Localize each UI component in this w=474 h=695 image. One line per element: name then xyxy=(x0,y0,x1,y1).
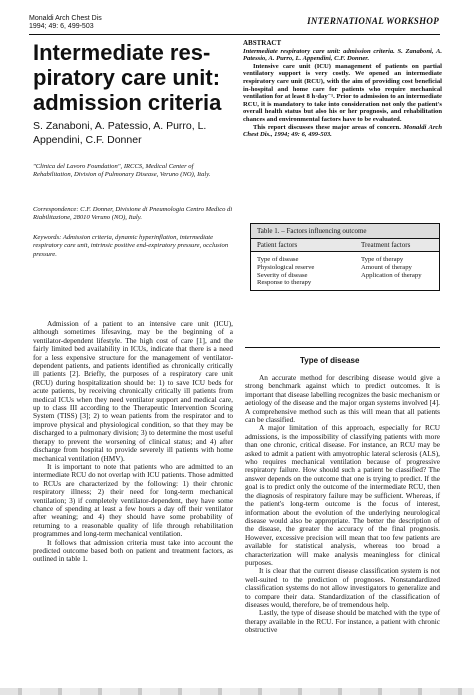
table-cell: Type of therapy xyxy=(361,256,404,263)
table-cell: Physiological reserve xyxy=(257,263,315,271)
table-cell: Response to therapy xyxy=(257,279,312,287)
table-cell xyxy=(361,279,433,287)
table-caption: Table 1. – Factors influencing outcome xyxy=(251,224,439,239)
abstract-citation: Intermediate respiratory care unit: admission criteria. S. Zanaboni, A. Patessio, A. Purro, L. Appendini, C.F. Donner. xyxy=(243,47,442,63)
journal-reference xyxy=(29,15,102,31)
body-paragraph: A major limitation of this approach, especially for RCU admissions, is the impossibility of classifying patients with more than one chronic, critical disease. For instance, an RCU may be asked to admit a patient with amyotrophic lateral sclerosis (ALS), who requires mechanical ventilation because of progressive respiratory failure. How should such a patient be classified? The answer depends on the outcome that one is trying to predict. If the goal is to predict only the outcome of the intermediate RCU, then the diagnosis of respiratory failure may be sufficient. Whereas, if the patient's long-term outcome is the focus of interest, information about the evolution of the underlying neurological disease would also be appropriate. The better the description of the disease, the greater the accuracy of the final prognosis. However, excessive precision will mean that too few patients are available for statistical analysis, whereas too broad a characterization will make analysis meaningless for clinical purposes. xyxy=(245,423,440,567)
abstract-journal-cite: Monaldi Arch Chest Dis., 1994; 49: 6, 499-503. xyxy=(243,123,442,139)
table-body xyxy=(251,252,439,290)
body-paragraph: It is clear that the current disease classification system is not well-suited to the prediction of prognoses. Nonstandardized classification systems do not allow investigators to generalize and to compare their data. Standardization of the classification of diseases would, therefore, be of tremendous help. xyxy=(245,566,440,609)
table-col2-header: Treatment factors xyxy=(361,241,411,249)
section-heading-type-of-disease: Type of disease xyxy=(300,356,360,365)
section-divider xyxy=(245,347,440,348)
body-paragraph: An accurate method for describing disease would give a strong benchmark against which to predict outcomes. It is important that disease labelling recognizes the basic mechanism or aetiology of the disease and the major organ systems involved [4]. A comprehensive method such as this will mean that all patients can be classified. xyxy=(245,373,440,425)
table-factors-outcome xyxy=(250,223,440,291)
body-paragraph: Admission of a patient to an intensive care unit (ICU), although sometimes lifesaving, may be the beginning of a ventilator-dependent lifestyle. The high cost of care [1], and the fairly limited bed availability in ICUs, indicate that there is a need for a less expensive structure for the management of ventilator-dependent patients, and patients identified as chronically critically ill patients [2]. Briefly, the purposes of a respiratory care unit (RCU) during hospitalization should be: 1) to save ICU beds for acute patients, by receiving chronically critically ill patients from medical ICUs when they need ventilator support and medical care, up to class III according to the Therapeutic Intervention Scoring System (TISS) [3]; 2) to wean patients from the respirator and to improve physical and physiological condition, so that they may be discharged to a pulmonary division; 3) to determine the most useful therapy to prevent the worsening of clinical status; and 4) after discharge from hospital to provide severely ill patients with home mechanical ventilation (HMV). xyxy=(33,319,233,463)
body-paragraph: It is important to note that patients who are admitted to an intermediate RCU do not overlap with ICU patients. Those admitted to RCUs are characterized by the following: 1) their chronic respiratory illness; 2) their need for long-term mechanical ventilation; 3) if completely ventilator-dependent, they have some chance of spending at least a few hours a day off their ventilator after weaning; and 4) they should have some probability of returning to a reasonable quality of life through rehabilitation programmes and long-term mechanical ventilation. xyxy=(33,461,233,539)
table-row xyxy=(257,279,433,287)
keywords: Keywords: Admission criteria, dynamic hyperinflation, intermediate respiratory care unit, intrinsic positive end-expiratory pressure, occlusion pressure. xyxy=(33,234,229,258)
abstract-title: ABSTRACT xyxy=(243,39,282,47)
abstract-report-text: This report discusses these major areas of concern. xyxy=(253,123,401,131)
table-cell: Type of disease xyxy=(257,256,299,263)
header-divider xyxy=(29,34,440,35)
body-column-left xyxy=(33,320,233,564)
author-list: S. Zanaboni, A. Patessio, A. Purro, L. Appendini, C.F. Donner xyxy=(33,120,207,146)
body-paragraph: It follows that admission criteria must take into account the predicted outcome based both on patient and treatment factors, as outlined in table 1. xyxy=(33,537,233,564)
correspondence: Correspondence: C.F. Donner, Divisione di Pneumologia Centro Medico di Riabilitazione, 28010 Veruno (NO), Italy. xyxy=(33,206,233,222)
body-paragraph: Lastly, the type of disease should be matched with the type of therapy available in the RCU. For instance, a patient with chronic obstructive xyxy=(245,608,440,635)
table-row xyxy=(257,264,433,272)
scan-edge-strip xyxy=(0,688,474,695)
body-column-right xyxy=(245,374,440,635)
table-row xyxy=(257,256,433,264)
article-title: Intermediate res-piratory care unit: admission criteria xyxy=(33,40,222,115)
table-cell: Amount of therapy xyxy=(361,263,412,271)
abstract xyxy=(243,40,442,139)
table-cell: Severity of disease xyxy=(257,271,308,279)
journal-reference-line2: 1994; 49: 6, 499-503 xyxy=(29,23,94,30)
table-header-row xyxy=(251,239,439,252)
table-col1-header: Patient factors xyxy=(257,241,298,249)
affiliation: "Clinica del Lavoro Foundation", IRCCS, Medical Center of Rehabilitation, Division of Pulmonary Disease, Veruno (NO), Italy. xyxy=(33,163,211,179)
table-cell: Application of therapy xyxy=(361,271,422,279)
abstract-report xyxy=(243,124,442,139)
section-label: INTERNATIONAL WORKSHOP xyxy=(307,16,439,26)
abstract-body: Intensive care unit (ICU) management of patients on partial ventilatory support is very costly. We opened an intermediate respiratory care unit (RCU), with the aim of providing cost beneficial in-hospital and home care for patients who require mechanical ventilation for at least 8 h·day⁻¹. Prior to admission to an intermediate RCU, it is mandatory to take into consideration not only the patient's overall health status but also his or her prognosis, and rehabilitation chances and environmental factors have to be evaluated. xyxy=(243,62,442,123)
journal-reference-line1: Monaldi Arch Chest Dis xyxy=(29,15,102,22)
table-row xyxy=(257,272,433,280)
